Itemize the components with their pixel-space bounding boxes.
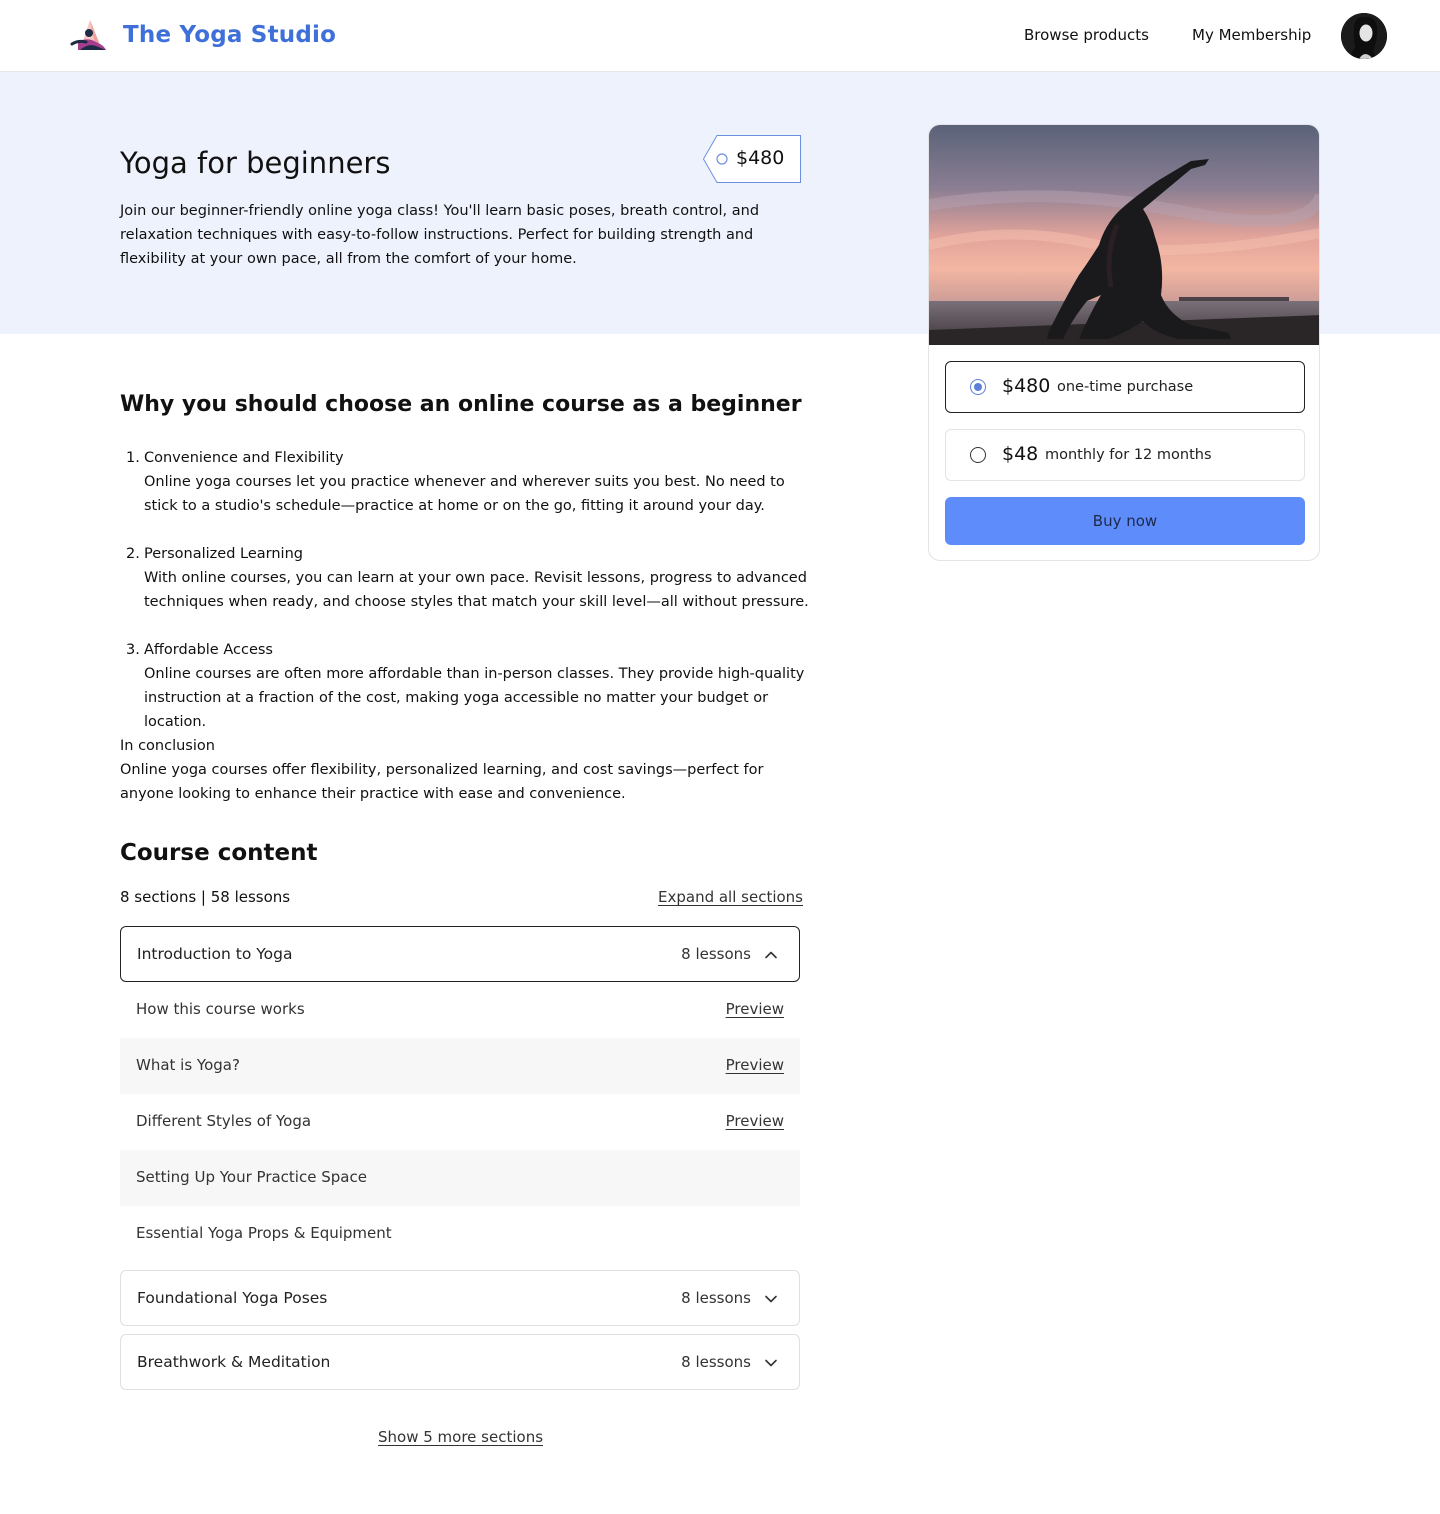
brand-name[interactable]: The Yoga Studio	[123, 22, 337, 48]
reason-item	[120, 446, 810, 518]
conclusion-block	[120, 734, 810, 806]
course-section-introduction[interactable]	[120, 926, 800, 982]
section-lesson-count: 8 lessons	[681, 945, 751, 963]
course-stats: 8 sections | 58 lessons	[120, 888, 291, 906]
reason-number: 3.	[126, 642, 140, 658]
nav-my-membership[interactable]: My Membership	[1192, 26, 1312, 44]
lesson-preview-link[interactable]: Preview	[725, 1000, 784, 1018]
lesson-title: What is Yoga?	[136, 1056, 240, 1074]
lesson-preview-link[interactable]: Preview	[725, 1112, 784, 1130]
conclusion-body: Online yoga courses offer flexibility, personalized learning, and cost savings—perfect for anyone looking to enhance their practice with ease and convenience.	[120, 762, 764, 802]
buy-now-button[interactable]: Buy now	[945, 497, 1305, 545]
option-description: monthly for 12 months	[1045, 447, 1212, 463]
option-one-time-purchase[interactable]	[945, 361, 1305, 413]
lesson-title: Setting Up Your Practice Space	[136, 1168, 367, 1186]
section-title: Breathwork & Meditation	[137, 1353, 331, 1371]
course-section-breathwork[interactable]	[120, 1334, 800, 1390]
option-description: one-time purchase	[1057, 379, 1194, 395]
reasons-list	[120, 446, 810, 758]
reason-body: Online courses are often more affordable than in-person classes. They provide high-quality instruction at a fraction of the cost, making yoga accessible no matter your budget or location.	[144, 666, 805, 730]
yoga-logo-icon[interactable]	[70, 16, 110, 56]
chevron-up-icon[interactable]	[763, 947, 779, 963]
page-title: Yoga for beginners	[120, 146, 391, 180]
lesson-title: Different Styles of Yoga	[136, 1112, 312, 1130]
reason-title: Convenience and Flexibility	[144, 450, 344, 466]
lesson-row	[120, 1150, 800, 1206]
section-lesson-count: 8 lessons	[681, 1289, 751, 1307]
chevron-down-icon[interactable]	[763, 1291, 779, 1307]
option-monthly[interactable]	[945, 429, 1305, 481]
option-price: $48	[1002, 443, 1039, 465]
lesson-title: How this course works	[136, 1000, 305, 1018]
purchase-card	[928, 124, 1320, 561]
course-cover-image	[929, 125, 1320, 345]
lesson-row	[120, 1038, 800, 1094]
course-content-heading: Course content	[120, 840, 318, 866]
reason-title: Personalized Learning	[144, 546, 303, 562]
lesson-row	[120, 1094, 800, 1150]
section-title: Introduction to Yoga	[137, 945, 293, 963]
expand-all-sections-link[interactable]: Expand all sections	[658, 888, 803, 906]
show-more-sections-link[interactable]: Show 5 more sections	[378, 1428, 544, 1446]
radio-selected[interactable]	[970, 379, 986, 395]
section-lesson-count: 8 lessons	[681, 1353, 751, 1371]
course-description: Join our beginner-friendly online yoga class! You'll learn basic poses, breath control, and relaxation techniques with easy-to-follow instructions. Perfect for building strength and flexibility at your own pace, all from the comfort of your home.	[120, 203, 760, 267]
lesson-row	[120, 982, 800, 1038]
section-title: Foundational Yoga Poses	[137, 1289, 328, 1307]
nav-browse-products[interactable]: Browse products	[1024, 26, 1149, 44]
reason-number: 2.	[126, 546, 140, 562]
radio-unselected[interactable]	[970, 447, 986, 463]
reason-item	[120, 542, 810, 614]
reason-number: 1.	[126, 450, 140, 466]
reason-item	[120, 638, 810, 734]
reason-body: Online yoga courses let you practice whenever and wherever suits you best. No need to stick to a studio's schedule—practice at home or on the go, fitting it around your day.	[144, 474, 785, 514]
why-online-heading: Why you should choose an online course as a beginner	[120, 392, 802, 417]
lesson-preview-link[interactable]: Preview	[725, 1056, 784, 1074]
top-navigation-bar	[0, 0, 1440, 72]
reason-title: Affordable Access	[144, 642, 273, 658]
lesson-title: Essential Yoga Props & Equipment	[136, 1224, 392, 1242]
option-price: $480	[1002, 375, 1051, 397]
course-section-foundational-poses[interactable]	[120, 1270, 800, 1326]
user-avatar[interactable]	[1341, 13, 1387, 59]
reason-body: With online courses, you can learn at your own pace. Revisit lessons, progress to advanced techniques when ready, and choose styles that match your skill level—all without pressure.	[144, 570, 809, 610]
chevron-down-icon[interactable]	[763, 1355, 779, 1371]
conclusion-title: In conclusion	[120, 738, 215, 754]
price-tag-value: $480	[736, 147, 785, 169]
lesson-row	[120, 1206, 800, 1262]
